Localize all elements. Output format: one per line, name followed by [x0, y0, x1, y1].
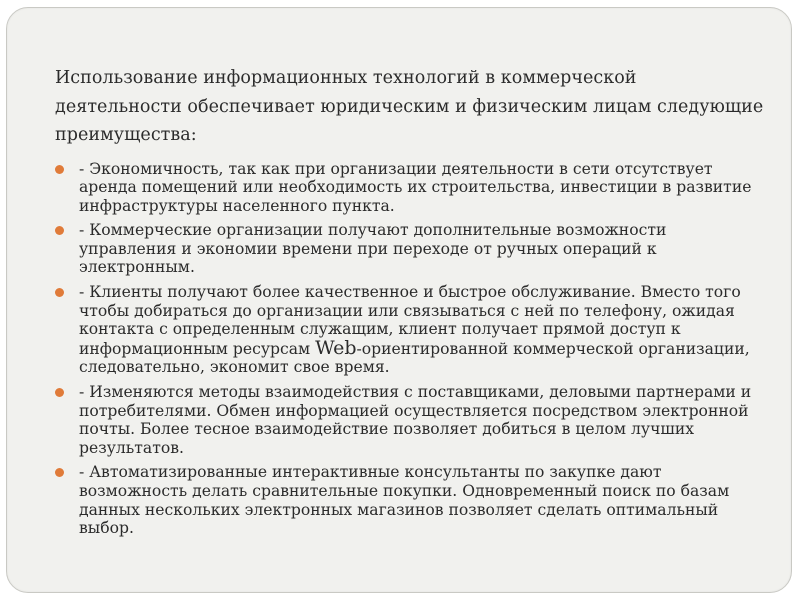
- bullet-text: - Изменяются методы взаимодействия с поставщиками, деловыми партнерами и потребителями. Обмен информацией осуществляется посредством электронной почты. Более тесное взаимодействие позволяет добиться в целом лучших результатов.: [79, 383, 752, 457]
- bullet-dot-icon: [55, 288, 64, 297]
- bullet-text-part-1: - Клиенты получают более качественное и быстрое обслуживание. Вместо того чтобы добираться до организации или связываться с ней по телефону, ожидая контакта с определенным служащим, клиент получает прямой доступ к информационным ресурсам: [79, 283, 741, 358]
- bullet-item-management: [55, 221, 765, 277]
- bullet-dot-icon: [55, 388, 64, 397]
- bullet-text-part-2: -ориентированной коммерческой организации, следовательно, экономит свое время.: [79, 339, 750, 377]
- bullet-item-suppliers: [55, 383, 765, 457]
- bullet-text: - Экономичность, так как при организации деятельности в сети отсутствует аренда помещений или необходимость их строительства, инвестиции в развитие инфраструктуры населенного пункта.: [79, 159, 752, 215]
- bullet-dot-icon: [55, 468, 64, 477]
- bullet-dot-icon: [55, 226, 64, 235]
- bullet-list: [55, 160, 765, 538]
- bullet-text: - Автоматизированные интерактивные консультанты по закупке дают возможность делать сравнительные покупки. Одновременный поиск по базам данных нескольких электронных магазинов позволяет сделать оптимальный выбор.: [79, 463, 730, 538]
- bullet-item-consultants: [55, 463, 765, 537]
- bullet-text: - Коммерческие организации получают дополнительные возможности управления и экономии времени при переходе от ручных операций к электронным.: [79, 221, 667, 277]
- bullet-dot-icon: [55, 165, 64, 174]
- intro-paragraph: Использование информационных технологий в коммерческой деятельности обеспечивает юридическим и физическим лицам следующие преимущества:: [55, 68, 764, 145]
- slide-content: [55, 64, 765, 544]
- slide-frame: [6, 7, 792, 593]
- bullet-text-web: Web: [315, 336, 357, 359]
- bullet-item-economy: [55, 160, 765, 216]
- bullet-item-clients: [55, 283, 765, 377]
